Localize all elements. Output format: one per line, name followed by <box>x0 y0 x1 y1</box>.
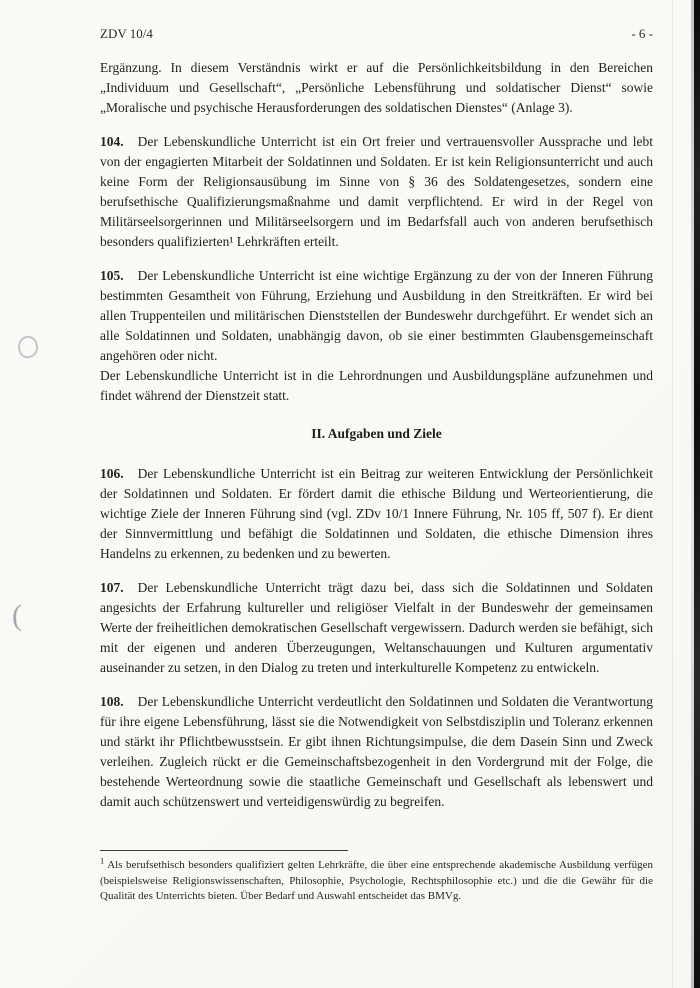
paragraph-107 <box>100 578 653 678</box>
scan-pen-mark-artifact: ( <box>12 599 22 632</box>
paragraph-text: Ergänzung. In diesem Verständnis wirkt er auf die Persönlichkeitsbildung in den Bereichen „Individuum und Gesellschaft“, „Persönliche Lebensführung und soldatischer Dienst“ sowie „Moralische und psychische Herausforderungen des soldatischen Dienstes“ (Anlage 3). <box>100 60 653 115</box>
paragraph-105 <box>100 266 653 366</box>
paragraph-text: Der Lebenskundliche Unterricht ist ein Ort freier und vertrauensvoller Aussprache und lebt von der engagierten Mitarbeit der Soldatinnen und Soldaten. Er ist kein Religionsunterricht und auch keine Form der Religionsausübung im Sinne von § 36 des Soldatengesetzes, sondern eine berufsethische Qualifizierungsmaßnahme und damit verpflichtend. Er wird in der Regel von Militärseelsorgerinnen und Militärseelsorgern und im Bedarfsfall auch von anderen berufsethisch besonders qualifizierten¹ Lehrkräften erteilt. <box>100 134 653 249</box>
paragraph-number: 104. <box>100 134 124 149</box>
paragraph-104 <box>100 132 653 252</box>
paragraph-text: Der Lebenskundliche Unterricht verdeutlicht den Soldatinnen und Soldaten die Verantwortung für ihre eigene Lebensführung, lässt sie die Notwendigkeit von Selbstdisziplin und Toleranz erkennen und stärkt ihr Pflichtbewusstsein. Er gibt ihnen Richtungsimpulse, die dem Dasein Sinn und Zweck verleihen. Zugleich rückt er die Gemeinschaftsbezogenheit in den Vordergrund mit der Folge, die bestehende Werteordnung sowie die staatliche Gemeinschaft und Gesellschaft als lebenswert und damit auch schützenswert und verteidigenswürdig zu begreifen. <box>100 694 653 809</box>
paragraph-number: 108. <box>100 694 124 709</box>
page-number: - 6 - <box>631 26 653 41</box>
footnote-body: Als berufsethisch besonders qualifiziert gelten Lehrkräfte, die über eine entsprechende akademische Ausbildung verfügen (beispielsweise Religionswissenschaften, Philosophie, Psychologie, Rechtsphilosophie etc.) und die die Gewähr für die Qualität des Unterrichts bieten. Über Bedarf und Auswahl entscheidet das BMVg. <box>100 859 653 902</box>
paragraph-continuation <box>100 58 653 118</box>
scan-ring-artifact <box>16 334 41 360</box>
section-heading: II. Aufgaben und Ziele <box>311 426 442 441</box>
paragraph-number: 106. <box>100 466 124 481</box>
scan-edge-artifact <box>694 0 700 988</box>
document-reference: ZDV 10/4 <box>100 26 153 41</box>
paragraph-text: Der Lebenskundliche Unterricht ist ein Beitrag zur weiteren Entwicklung der Persönlichkeit der Soldatinnen und Soldaten. Er fördert damit die ethische Bildung und Werteorientierung, die wichtige Ziele der Inneren Führung sind (vgl. ZDv 10/1 Innere Führung, Nr. 105 ff, 507 f). Er dient der Sinnvermittlung und befähigt die Soldatinnen und Soldaten, die ethische Dimension ihres Handelns zu erkennen, zu bedenken und zu bewerten. <box>100 466 653 561</box>
paragraph-text: Der Lebenskundliche Unterricht ist eine wichtige Ergänzung zu der von der Inneren Führung bestimmten Gesamtheit von Führung, Erziehung und Ausbildung in den Streitkräften. Er wird bei allen Truppenteilen und militärischen Dienststellen der Bundeswehr durchgeführt. Er wendet sich an alle Soldatinnen und Soldaten, unabhängig davon, ob sie einer bestimmten Glaubensgemeinschaft angehören oder nicht. <box>100 268 653 363</box>
footnote-text <box>100 855 653 905</box>
paragraph-number: 107. <box>100 580 124 595</box>
scan-fold-line <box>672 0 673 988</box>
paragraph-text: Der Lebenskundliche Unterricht trägt dazu bei, dass sich die Soldatinnen und Soldaten angesichts der Erfahrung kultureller und religiöser Vielfalt in der Bundeswehr der gemeinsamen Werte der freiheitlichen demokratischen Gesellschaft vergewissern. Dadurch werden sie befähigt, sich mit der eigenen und anderen Überzeugungen, Weltanschauungen und Kulturen argumentativ auseinander zu setzen, in den Dialog zu treten und interkulturelle Kompetenz zu entwickeln. <box>100 580 653 675</box>
paragraph-108 <box>100 692 653 812</box>
paragraph-number: 105. <box>100 268 124 283</box>
paragraph-106 <box>100 464 653 564</box>
document-content <box>100 26 653 826</box>
footnote-marker: 1 <box>100 855 105 866</box>
paragraph-105-continuation <box>100 366 653 406</box>
footnote-separator <box>100 850 348 851</box>
footnote <box>100 850 653 905</box>
paragraph-text: Der Lebenskundliche Unterricht ist in die Lehrordnungen und Ausbildungspläne aufzunehmen und findet während der Dienstzeit statt. <box>100 368 653 403</box>
page-header <box>100 26 653 42</box>
